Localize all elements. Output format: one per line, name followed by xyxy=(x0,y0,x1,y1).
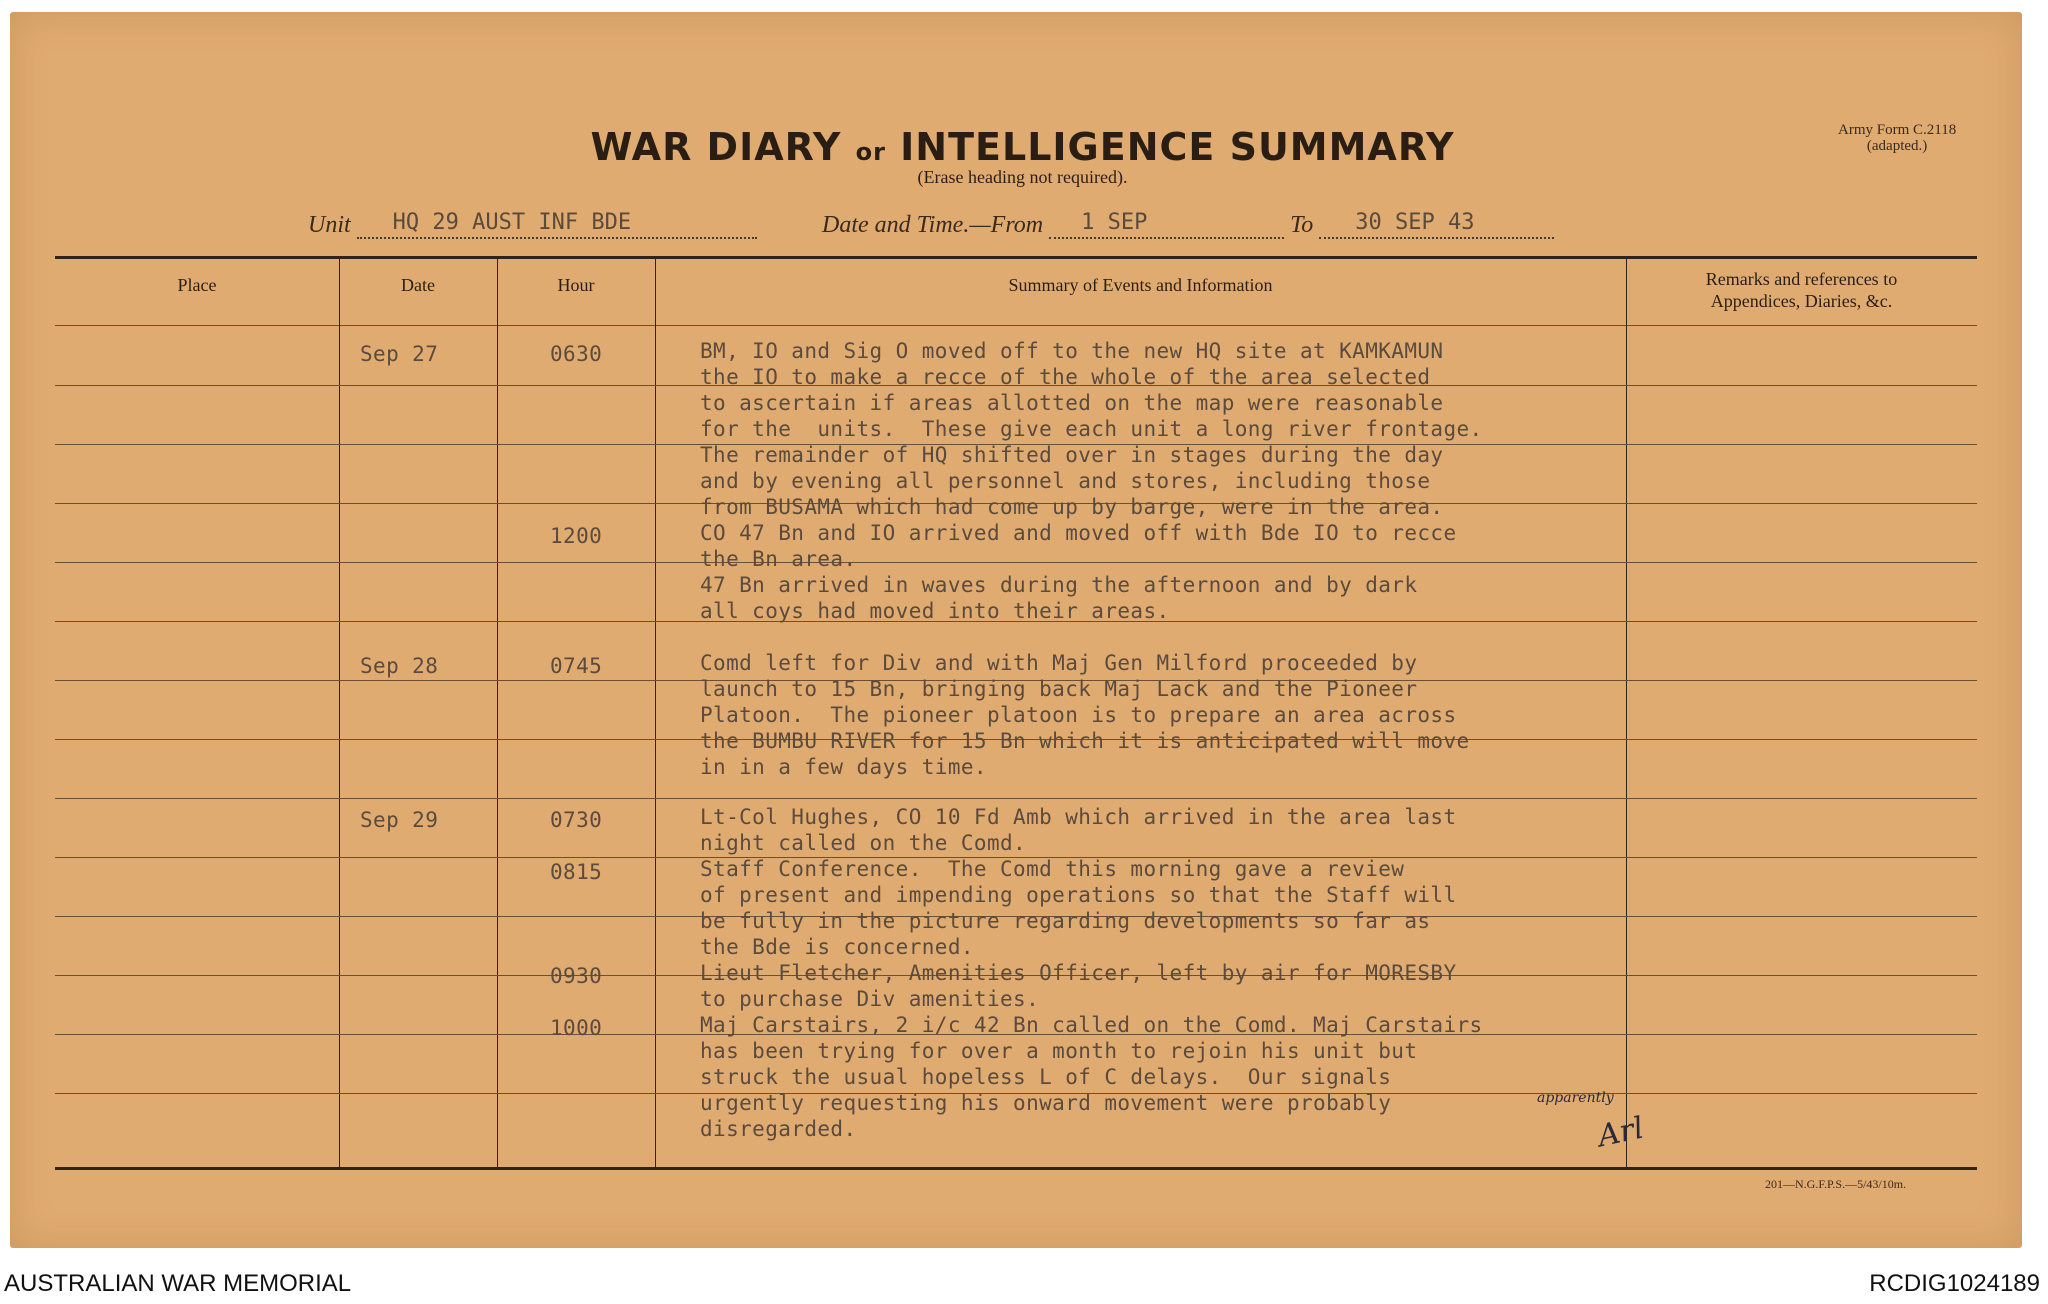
column-header-summary: Summary of Events and Information xyxy=(1008,275,1273,295)
title-or: or xyxy=(855,138,886,166)
table-top-rule xyxy=(55,256,1977,259)
entry-date: Sep 29 xyxy=(360,808,439,832)
from-value: 1 SEP xyxy=(1081,210,1148,235)
caption-record-id: RCDIG1024189 xyxy=(1869,1270,2040,1297)
column-header-date: Date xyxy=(401,275,435,295)
print-code: 201—N.G.F.P.S.—5/43/10m. xyxy=(1765,1177,1907,1191)
entry-summary: Staff Conference. The Comd this morning gave a review of present and impending operations so that the Staff will be fully in the picture regarding developments so far as the Bde is concerned. xyxy=(700,857,1457,959)
date-to-label: To xyxy=(1290,212,1314,238)
divider-summary-remarks xyxy=(1626,259,1627,1167)
remarks-header-line-1: Remarks and references to xyxy=(1705,269,1898,289)
unit-value: HQ 29 AUST INF BDE xyxy=(392,210,632,235)
handwritten-correction: apparently xyxy=(1537,1090,1614,1106)
unit-field xyxy=(308,212,757,239)
entry-hour: 0730 xyxy=(550,808,603,832)
from-dotted-line xyxy=(1049,210,1284,239)
entry-hour: 1200 xyxy=(550,524,603,548)
caption-source: AUSTRALIAN WAR MEMORIAL xyxy=(4,1270,352,1297)
entry-hour: 0745 xyxy=(550,654,603,678)
to-value: 30 SEP 43 xyxy=(1355,210,1475,235)
date-from-label: Date and Time.—From xyxy=(822,212,1044,238)
army-form-line-2: (adapted.) xyxy=(1866,138,1928,154)
date-range-field xyxy=(822,212,1554,239)
column-header-place: Place xyxy=(177,275,217,295)
entry-summary: BM, IO and Sig O moved off to the new HQ site at KAMKAMUN the IO to make a recce of the whole of the area selected to ascertain if areas allotted on the map were reasonable for the units. These give each unit a long river frontage. The remainder of HQ shifted over in stages during the day and by evening all personnel and stores, including those from BUSAMA which had come up by barge, were in the area. xyxy=(700,339,1483,519)
entry-summary: Lt-Col Hughes, CO 10 Fd Amb which arrived in the area last night called on the Comd. xyxy=(700,805,1457,855)
army-form-line-1: Army Form C.2118 xyxy=(1838,122,1957,138)
title-war-diary: WAR DIARY xyxy=(590,125,842,169)
table-header-rule xyxy=(55,325,1977,326)
form-title xyxy=(585,125,1460,169)
entry-hour: 0930 xyxy=(550,964,603,988)
entry-summary: Maj Carstairs, 2 i/c 42 Bn called on the Comd. Maj Carstairs has been trying for over a month to rejoin his unit but struck the usual hopeless L of C delays. Our signals urgently requesting his onward movement were probably disregarded. xyxy=(700,1013,1483,1141)
remarks-header-line-2: Appendices, Diaries, &c. xyxy=(1710,291,1893,311)
divider-date-hour xyxy=(497,259,498,1167)
divider-place-date xyxy=(339,259,340,1167)
handwritten-initials: Arl xyxy=(1594,1110,1647,1155)
form-heading xyxy=(585,125,1460,188)
column-header-remarks xyxy=(1626,268,1977,312)
entry-summary: Comd left for Div and with Maj Gen Milford proceeded by launch to 15 Bn, bringing back Maj Lack and the Pioneer Platoon. The pioneer platoon is to prepare an area across the BUMBU RIVER for 15 Bn which it is anticipated will move in in a few days time. xyxy=(700,651,1470,779)
title-intelligence-summary: INTELLIGENCE SUMMARY xyxy=(900,125,1455,169)
entry-date: Sep 27 xyxy=(360,342,439,366)
to-dotted-line xyxy=(1319,210,1554,239)
unit-dotted-line xyxy=(357,210,757,239)
column-header-hour: Hour xyxy=(557,275,595,295)
table-bottom-rule xyxy=(55,1167,1977,1170)
form-subtitle: (Erase heading not required). xyxy=(917,167,1128,187)
entry-summary: Lieut Fletcher, Amenities Officer, left by air for MORESBY to purchase Div amenities. xyxy=(700,961,1457,1011)
entry-date: Sep 28 xyxy=(360,654,439,678)
entry-hour: 0630 xyxy=(550,342,603,366)
entry-summary: CO 47 Bn and IO arrived and moved off with Bde IO to recce the Bn area. 47 Bn arrived in waves during the afternoon and by dark all coys had moved into their areas. xyxy=(700,521,1457,623)
unit-label: Unit xyxy=(308,212,351,238)
entry-hour: 1000 xyxy=(550,1016,603,1040)
army-form-number xyxy=(1838,122,1956,154)
entry-hour: 0815 xyxy=(550,860,603,884)
ruled-line xyxy=(55,798,1977,799)
divider-hour-summary xyxy=(655,259,656,1167)
